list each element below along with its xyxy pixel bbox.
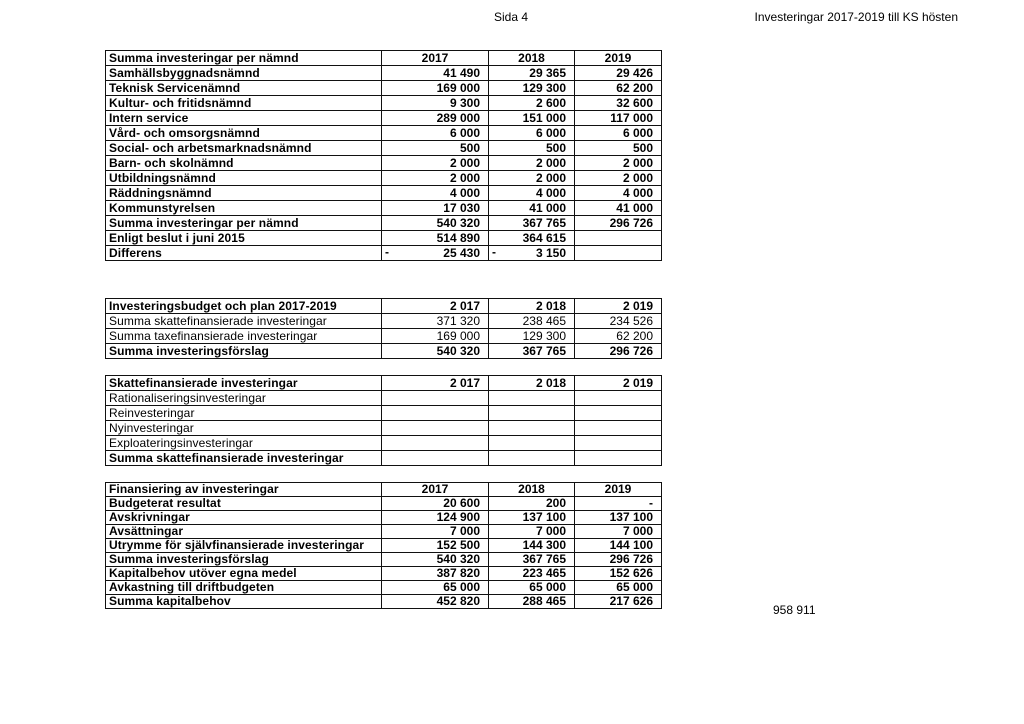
cell-value: 7 000 bbox=[575, 525, 662, 539]
row-label: Summa kapitalbehov bbox=[106, 595, 382, 609]
cell-value: 4 000 bbox=[382, 186, 489, 201]
row-label: Vård- och omsorgsnämnd bbox=[106, 126, 382, 141]
table-title: Skattefinansierade investeringar bbox=[106, 376, 382, 391]
empty-cell bbox=[489, 406, 575, 421]
table-row bbox=[106, 96, 662, 111]
year-header: 2 017 bbox=[382, 299, 489, 314]
cell-value: 367 765 bbox=[489, 216, 575, 231]
table-row bbox=[106, 329, 662, 344]
table-row bbox=[106, 141, 662, 156]
cell-value: 2 000 bbox=[489, 156, 575, 171]
cell-value: 65 000 bbox=[489, 581, 575, 595]
table-row bbox=[106, 186, 662, 201]
cell-value: 6 000 bbox=[575, 126, 662, 141]
cell-value: 6 000 bbox=[489, 126, 575, 141]
table-row bbox=[106, 511, 662, 525]
table-header-row bbox=[106, 483, 662, 497]
cell-value: 500 bbox=[575, 141, 662, 156]
row-label: Samhällsbyggnadsnämnd bbox=[106, 66, 382, 81]
cell-value bbox=[382, 246, 489, 261]
empty-cell bbox=[489, 391, 575, 406]
table-row bbox=[106, 111, 662, 126]
table-row bbox=[106, 553, 662, 567]
tax-financed-investments-table bbox=[105, 375, 662, 466]
cell-value: 500 bbox=[382, 141, 489, 156]
table-row bbox=[106, 156, 662, 171]
row-label: Teknisk Servicenämnd bbox=[106, 81, 382, 96]
year-header: 2017 bbox=[382, 51, 489, 66]
table-body bbox=[106, 66, 662, 246]
cell-value bbox=[575, 231, 662, 246]
cell-value: 540 320 bbox=[382, 216, 489, 231]
table-row bbox=[106, 216, 662, 231]
row-label: Intern service bbox=[106, 111, 382, 126]
empty-cell bbox=[575, 421, 662, 436]
cell-value: 17 030 bbox=[382, 201, 489, 216]
difference-row bbox=[106, 246, 662, 261]
table-body bbox=[106, 391, 662, 451]
row-label: Utrymme för självfinansierade investeringar bbox=[106, 539, 382, 553]
empty-cell bbox=[575, 436, 662, 451]
total-row bbox=[106, 344, 662, 359]
row-label: Avkastning till driftbudgeten bbox=[106, 581, 382, 595]
cell-value: 540 320 bbox=[382, 344, 489, 359]
year-header: 2 019 bbox=[575, 299, 662, 314]
row-label: Summa skattefinansierade investeringar bbox=[106, 451, 382, 466]
table-body bbox=[106, 497, 662, 609]
row-label: Avsättningar bbox=[106, 525, 382, 539]
cell-value: 124 900 bbox=[382, 511, 489, 525]
cell-value: 20 600 bbox=[382, 497, 489, 511]
cell-value: 387 820 bbox=[382, 567, 489, 581]
row-label: Differens bbox=[106, 246, 382, 261]
difference-2017: 25 430 bbox=[443, 245, 480, 260]
difference-2019 bbox=[575, 246, 662, 261]
cell-value: 367 765 bbox=[489, 344, 575, 359]
row-label: Enligt beslut i juni 2015 bbox=[106, 231, 382, 246]
row-label: Budgeterat resultat bbox=[106, 497, 382, 511]
cell-value: 2 600 bbox=[489, 96, 575, 111]
row-label: Summa taxefinansierade investeringar bbox=[106, 329, 382, 344]
table-row bbox=[106, 567, 662, 581]
table-header-row bbox=[106, 376, 662, 391]
cell-value: 152 626 bbox=[575, 567, 662, 581]
cell-value: 540 320 bbox=[382, 553, 489, 567]
row-label: Avskrivningar bbox=[106, 511, 382, 525]
cell-value: 2 000 bbox=[489, 171, 575, 186]
year-header: 2 018 bbox=[489, 376, 575, 391]
cell-value: 129 300 bbox=[489, 329, 575, 344]
table-row bbox=[106, 595, 662, 609]
cell-value: 296 726 bbox=[575, 216, 662, 231]
cell-value: 9 300 bbox=[382, 96, 489, 111]
empty-cell bbox=[489, 451, 575, 466]
empty-cell bbox=[382, 436, 489, 451]
row-label: Kapitalbehov utöver egna medel bbox=[106, 567, 382, 581]
table-title: Investeringsbudget och plan 2017-2019 bbox=[106, 299, 382, 314]
year-header: 2017 bbox=[382, 483, 489, 497]
page-header bbox=[0, 10, 1024, 26]
row-label: Kommunstyrelsen bbox=[106, 201, 382, 216]
cell-value: 117 000 bbox=[575, 111, 662, 126]
table-row bbox=[106, 231, 662, 246]
cell-value: 2 000 bbox=[382, 156, 489, 171]
year-header: 2019 bbox=[575, 483, 662, 497]
page-number: Sida 4 bbox=[494, 10, 529, 24]
minus-sign: - bbox=[492, 245, 496, 259]
cell-value: 6 000 bbox=[382, 126, 489, 141]
cell-value: 169 000 bbox=[382, 329, 489, 344]
year-header: 2 017 bbox=[382, 376, 489, 391]
cell-value: 2 000 bbox=[575, 171, 662, 186]
cell-value: - bbox=[575, 497, 662, 511]
cell-value: 2 000 bbox=[575, 156, 662, 171]
table-row bbox=[106, 201, 662, 216]
cell-value: 452 820 bbox=[382, 595, 489, 609]
empty-cell bbox=[489, 421, 575, 436]
table-title: Finansiering av investeringar bbox=[106, 483, 382, 497]
row-label: Exploateringsinvesteringar bbox=[106, 436, 382, 451]
table-row bbox=[106, 314, 662, 329]
year-header: 2 018 bbox=[489, 299, 575, 314]
cell-value: 7 000 bbox=[382, 525, 489, 539]
table-header-row bbox=[106, 51, 662, 66]
table-row bbox=[106, 171, 662, 186]
year-header: 2018 bbox=[489, 51, 575, 66]
cell-value: 152 500 bbox=[382, 539, 489, 553]
cell-value: 62 200 bbox=[575, 329, 662, 344]
minus-sign: - bbox=[385, 245, 389, 259]
empty-cell bbox=[382, 406, 489, 421]
cell-value: 41 490 bbox=[382, 66, 489, 81]
cell-value: 29 426 bbox=[575, 66, 662, 81]
document-title: Investeringar 2017-2019 till KS hösten bbox=[754, 10, 958, 24]
year-header: 2019 bbox=[575, 51, 662, 66]
row-label: Barn- och skolnämnd bbox=[106, 156, 382, 171]
cell-value: 500 bbox=[489, 141, 575, 156]
cell-value: 217 626 bbox=[575, 595, 662, 609]
table-header-row bbox=[106, 299, 662, 314]
cell-value: 2 000 bbox=[382, 171, 489, 186]
table-row bbox=[106, 525, 662, 539]
row-label: Reinvesteringar bbox=[106, 406, 382, 421]
cell-value: 41 000 bbox=[575, 201, 662, 216]
table-row bbox=[106, 406, 662, 421]
cell-value: 288 465 bbox=[489, 595, 575, 609]
cell-value: 151 000 bbox=[489, 111, 575, 126]
cell-value: 367 765 bbox=[489, 553, 575, 567]
cell-value: 65 000 bbox=[382, 581, 489, 595]
empty-cell bbox=[575, 391, 662, 406]
row-label: Summa investeringsförslag bbox=[106, 553, 382, 567]
cell-value: 29 365 bbox=[489, 66, 575, 81]
table-body bbox=[106, 314, 662, 344]
cell-value: 129 300 bbox=[489, 81, 575, 96]
year-header: 2 019 bbox=[575, 376, 662, 391]
cell-value: 137 100 bbox=[575, 511, 662, 525]
cell-value: 41 000 bbox=[489, 201, 575, 216]
row-label: Summa investeringar per nämnd bbox=[106, 216, 382, 231]
cell-value: 223 465 bbox=[489, 567, 575, 581]
cell-value: 62 200 bbox=[575, 81, 662, 96]
row-label: Summa investeringsförslag bbox=[106, 344, 382, 359]
row-label: Rationaliseringsinvesteringar bbox=[106, 391, 382, 406]
cell-value: 364 615 bbox=[489, 231, 575, 246]
cell-value: 4 000 bbox=[489, 186, 575, 201]
table-row bbox=[106, 391, 662, 406]
cell-value: 7 000 bbox=[489, 525, 575, 539]
financing-table bbox=[105, 482, 662, 609]
cell-value: 144 300 bbox=[489, 539, 575, 553]
row-label: Nyinvesteringar bbox=[106, 421, 382, 436]
table-row bbox=[106, 66, 662, 81]
empty-cell bbox=[575, 451, 662, 466]
row-label: Kultur- och fritidsnämnd bbox=[106, 96, 382, 111]
cell-value: 137 100 bbox=[489, 511, 575, 525]
cell-value: 238 465 bbox=[489, 314, 575, 329]
cell-value: 144 100 bbox=[575, 539, 662, 553]
row-label: Social- och arbetsmarknadsnämnd bbox=[106, 141, 382, 156]
side-total-value: 958 911 bbox=[773, 603, 816, 617]
cell-value bbox=[489, 246, 575, 261]
table-row bbox=[106, 81, 662, 96]
empty-cell bbox=[382, 391, 489, 406]
cell-value: 296 726 bbox=[575, 553, 662, 567]
table-row bbox=[106, 421, 662, 436]
investments-per-board-table bbox=[105, 50, 662, 261]
empty-cell bbox=[382, 421, 489, 436]
row-label: Utbildningsnämnd bbox=[106, 171, 382, 186]
table-title: Summa investeringar per nämnd bbox=[106, 51, 382, 66]
empty-cell bbox=[382, 451, 489, 466]
difference-2018: 3 150 bbox=[535, 245, 566, 260]
cell-value: 169 000 bbox=[382, 81, 489, 96]
cell-value: 4 000 bbox=[575, 186, 662, 201]
empty-cell bbox=[489, 436, 575, 451]
cell-value: 200 bbox=[489, 497, 575, 511]
total-row bbox=[106, 451, 662, 466]
table-row bbox=[106, 581, 662, 595]
cell-value: 289 000 bbox=[382, 111, 489, 126]
empty-cell bbox=[575, 406, 662, 421]
cell-value: 234 526 bbox=[575, 314, 662, 329]
cell-value: 296 726 bbox=[575, 344, 662, 359]
cell-value: 65 000 bbox=[575, 581, 662, 595]
table-row bbox=[106, 436, 662, 451]
cell-value: 32 600 bbox=[575, 96, 662, 111]
row-label: Summa skattefinansierade investeringar bbox=[106, 314, 382, 329]
row-label: Räddningsnämnd bbox=[106, 186, 382, 201]
investment-budget-table bbox=[105, 298, 662, 359]
table-row bbox=[106, 539, 662, 553]
table-row bbox=[106, 497, 662, 511]
table-row bbox=[106, 126, 662, 141]
year-header: 2018 bbox=[489, 483, 575, 497]
cell-value: 514 890 bbox=[382, 231, 489, 246]
cell-value: 371 320 bbox=[382, 314, 489, 329]
